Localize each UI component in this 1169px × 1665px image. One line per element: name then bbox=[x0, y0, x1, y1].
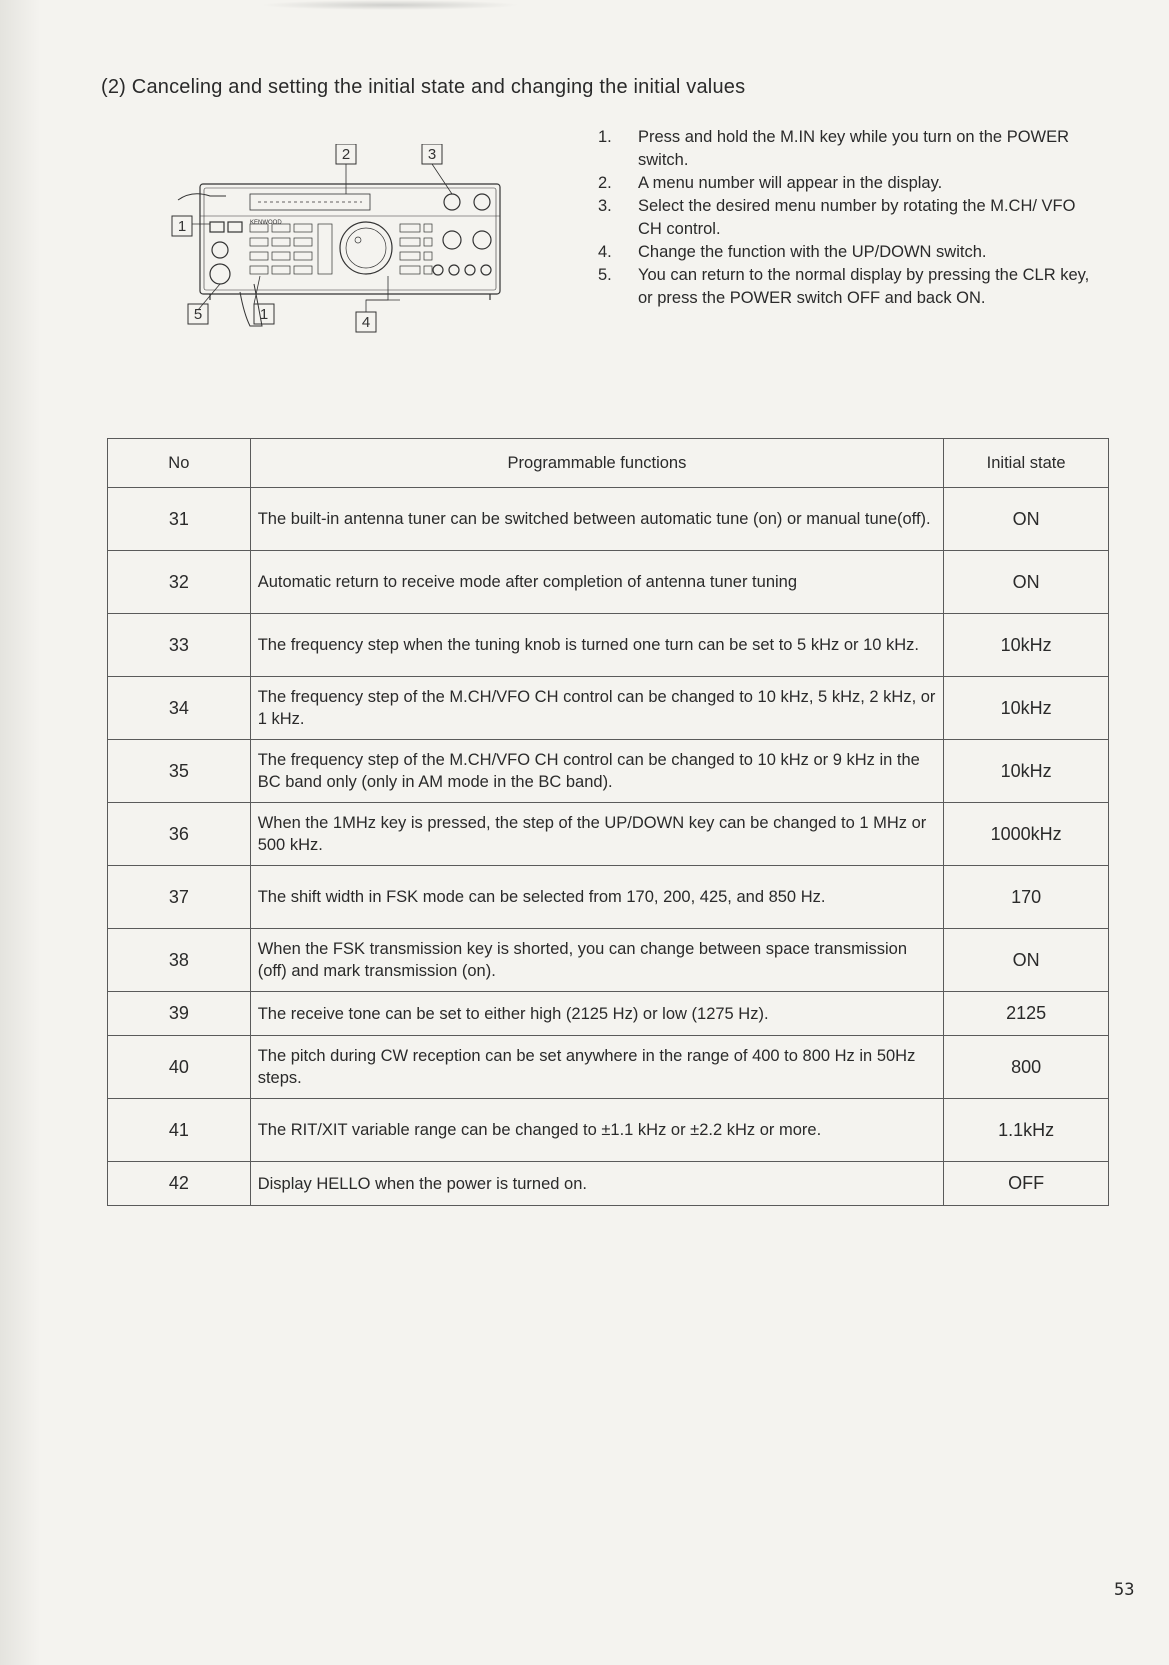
row-number: 34 bbox=[108, 677, 251, 740]
step-item: 5. You can return to the normal display by pressing the CLR key, or press the POWER switch OFF and back ON. bbox=[598, 266, 1090, 307]
row-initial-state: 10kHz bbox=[944, 677, 1109, 740]
row-function: The receive tone can be set to either high (2125 Hz) or low (1275 Hz). bbox=[250, 992, 943, 1036]
row-number: 41 bbox=[108, 1099, 251, 1162]
callout-5: 5 bbox=[193, 306, 203, 323]
row-initial-state: ON bbox=[944, 929, 1109, 992]
row-initial-state: 10kHz bbox=[944, 740, 1109, 803]
row-initial-state: 2125 bbox=[944, 992, 1109, 1036]
row-initial-state: 1.1kHz bbox=[944, 1099, 1109, 1162]
row-function: The shift width in FSK mode can be selected from 170, 200, 425, and 850 Hz. bbox=[250, 866, 943, 929]
table-row bbox=[108, 1162, 1109, 1206]
header-no: No bbox=[108, 439, 251, 488]
display-window bbox=[250, 194, 370, 210]
page-number: 53 bbox=[1114, 1580, 1135, 1600]
row-function: When the 1MHz key is pressed, the step of the UP/DOWN key can be changed to 1 MHz or 500 kHz. bbox=[250, 803, 943, 866]
callout-4: 4 bbox=[361, 314, 371, 331]
callout-2: 2 bbox=[341, 146, 351, 163]
row-number: 35 bbox=[108, 740, 251, 803]
table-row bbox=[108, 677, 1109, 740]
row-number: 39 bbox=[108, 992, 251, 1036]
row-function: The frequency step of the M.CH/VFO CH control can be changed to 10 kHz, 5 kHz, 2 kHz, or 1 kHz. bbox=[250, 677, 943, 740]
header-initial-state: Initial state bbox=[944, 439, 1109, 488]
row-function: The RIT/XIT variable range can be changed to ±1.1 kHz or ±2.2 kHz or more. bbox=[250, 1099, 943, 1162]
row-number: 37 bbox=[108, 866, 251, 929]
table-row bbox=[108, 1099, 1109, 1162]
row-function: Display HELLO when the power is turned on. bbox=[250, 1162, 943, 1206]
callout-1-bottom: 1 bbox=[259, 306, 269, 323]
row-initial-state: 170 bbox=[944, 866, 1109, 929]
main-tuning-knob-icon bbox=[340, 222, 392, 274]
row-function: The built-in antenna tuner can be switched between automatic tune (on) or manual tune(off). bbox=[250, 488, 943, 551]
step-item: 4. Change the function with the UP/DOWN switch. bbox=[598, 243, 987, 261]
table-row bbox=[108, 551, 1109, 614]
header-functions: Programmable functions bbox=[250, 439, 943, 488]
row-function: When the FSK transmission key is shorted, you can change between space transmission (off) and mark transmission (on). bbox=[250, 929, 943, 992]
mic-connector-icon bbox=[210, 264, 230, 284]
section-heading: (2) Canceling and setting the initial state and changing the initial values bbox=[101, 76, 746, 98]
row-number: 40 bbox=[108, 1036, 251, 1099]
step-item: 3. Select the desired menu number by rotating the M.CH/ VFO CH control. bbox=[598, 197, 1076, 238]
phones-jack-icon bbox=[212, 242, 228, 258]
step-item: 2. A menu number will appear in the display. bbox=[598, 174, 943, 192]
knob-icon bbox=[443, 231, 461, 249]
scan-smudge bbox=[260, 0, 520, 10]
table-row bbox=[108, 614, 1109, 677]
row-number: 38 bbox=[108, 929, 251, 992]
table-row bbox=[108, 992, 1109, 1036]
row-initial-state: ON bbox=[944, 551, 1109, 614]
row-initial-state: OFF bbox=[944, 1162, 1109, 1206]
table-row bbox=[108, 866, 1109, 929]
knob-icon bbox=[474, 194, 490, 210]
row-function: The frequency step of the M.CH/VFO CH control can be changed to 10 kHz or 9 kHz in the BC band only (only in AM mode in the BC band). bbox=[250, 740, 943, 803]
page-binding-shadow bbox=[0, 0, 40, 1665]
row-number: 32 bbox=[108, 551, 251, 614]
row-number: 42 bbox=[108, 1162, 251, 1206]
transceiver-front-panel-illustration bbox=[170, 144, 540, 354]
table-row bbox=[108, 740, 1109, 803]
procedure-steps bbox=[598, 126, 1098, 310]
row-initial-state: 1000kHz bbox=[944, 803, 1109, 866]
brand-logo: KENWOOD bbox=[250, 220, 282, 226]
row-function: The pitch during CW reception can be set anywhere in the range of 400 to 800 Hz in 50Hz steps. bbox=[250, 1036, 943, 1099]
row-function: The frequency step when the tuning knob is turned one turn can be set to 5 kHz or 10 kHz. bbox=[250, 614, 943, 677]
table-row bbox=[108, 803, 1109, 866]
table-header-row bbox=[108, 439, 1109, 488]
row-function: Automatic return to receive mode after completion of antenna tuner tuning bbox=[250, 551, 943, 614]
radio-body bbox=[200, 184, 500, 294]
row-number: 36 bbox=[108, 803, 251, 866]
row-number: 31 bbox=[108, 488, 251, 551]
callout-1-left: 1 bbox=[177, 218, 187, 235]
programmable-functions-table bbox=[107, 438, 1109, 1206]
row-initial-state: ON bbox=[944, 488, 1109, 551]
row-number: 33 bbox=[108, 614, 251, 677]
row-initial-state: 10kHz bbox=[944, 614, 1109, 677]
hand-icon bbox=[178, 194, 226, 200]
knob-icon bbox=[444, 194, 460, 210]
step-item: 1. Press and hold the M.IN key while you turn on the POWER switch. bbox=[598, 128, 1070, 169]
callout-3: 3 bbox=[427, 146, 437, 163]
table-row bbox=[108, 1036, 1109, 1099]
table-row bbox=[108, 488, 1109, 551]
table-row bbox=[108, 929, 1109, 992]
knob-icon bbox=[473, 231, 491, 249]
row-initial-state: 800 bbox=[944, 1036, 1109, 1099]
